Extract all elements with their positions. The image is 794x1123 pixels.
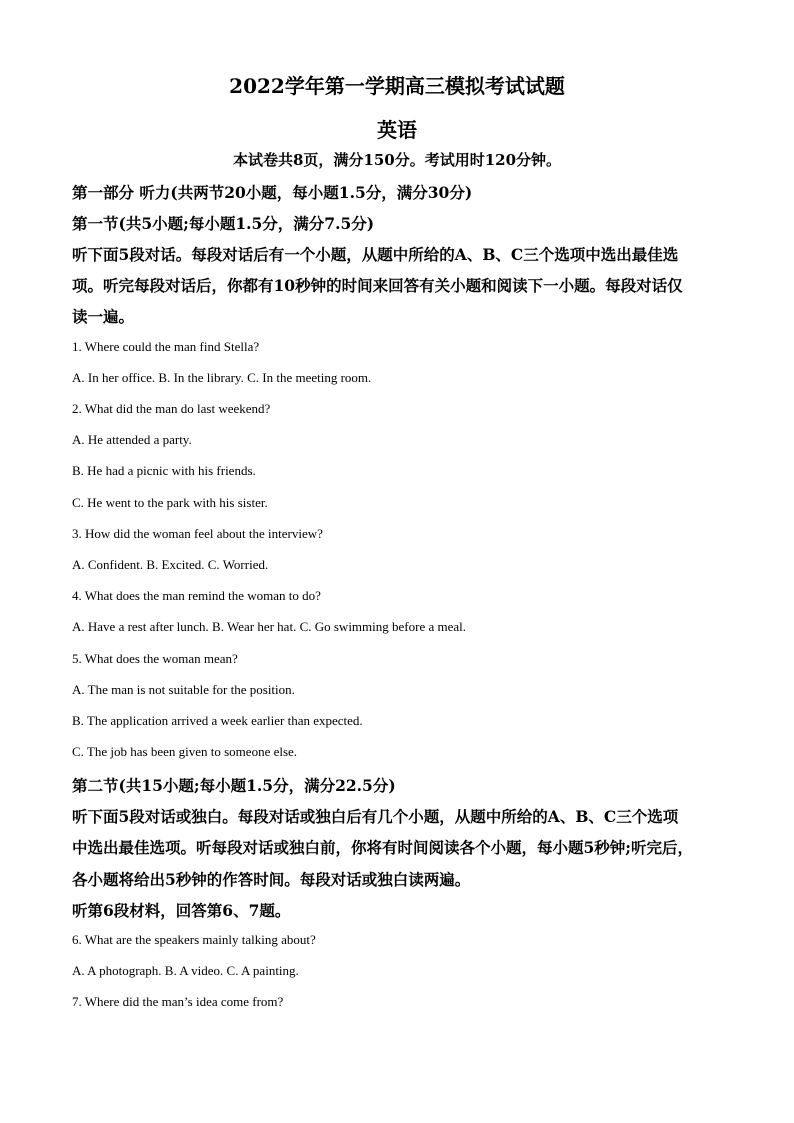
question-7: 7. Where did the man’s idea come from?	[72, 994, 284, 1009]
question-5-option-c: C. The job has been given to someone else.	[72, 744, 298, 759]
section2-instruction-line: 各小题将给出5秒钟的作答时间。每段对话或独白读两遍。	[72, 870, 471, 889]
exam-title: 2022学年第一学期高三模拟考试试题	[229, 74, 565, 98]
section1-heading: 第一节(共5小题;每小题1.5分，满分7.5分)	[72, 214, 375, 233]
section2-instruction-line: 中选出最佳选项。听每段对话或独白前，你将有时间阅读各个小题，每小题5秒钟;听完后，	[72, 838, 694, 857]
question-5-option-b: B. The application arrived a week earlier than expected.	[72, 713, 363, 728]
question-1-options: A. In her office. B. In the library. C. In the meeting room.	[72, 370, 372, 385]
question-2-option-b: B. He had a picnic with his friends.	[72, 463, 256, 478]
question-1: 1. Where could the man find Stella?	[72, 339, 260, 354]
question-2-option-a: A. He attended a party.	[72, 432, 192, 447]
material-6-heading: 听第6段材料，回答第6、7题。	[72, 901, 291, 920]
section1-instruction-line: 听下面5段对话。每段对话后有一个小题，从题中所给的A、B、C三个选项中选出最佳选	[72, 245, 679, 264]
question-5: 5. What does the woman mean?	[72, 651, 238, 666]
question-2-option-c: C. He went to the park with his sister.	[72, 495, 268, 510]
question-3: 3. How did the woman feel about the interview?	[72, 526, 323, 541]
exam-note: 本试卷共8页，满分150分。考试用时120分钟。	[232, 151, 562, 169]
question-6-options: A. A photograph. B. A video. C. A painting.	[72, 963, 299, 978]
subject-title: 英语	[377, 118, 417, 142]
question-4-options: A. Have a rest after lunch. B. Wear her hat. C. Go swimming before a meal.	[72, 619, 466, 634]
question-6: 6. What are the speakers mainly talking about?	[72, 932, 316, 947]
question-2: 2. What did the man do last weekend?	[72, 401, 271, 416]
section2-instruction-line: 听下面5段对话或独白。每段对话或独白后有几个小题，从题中所给的A、B、C三个选项	[72, 807, 679, 826]
section1-instruction-line: 项。听完每段对话后，你都有10秒钟的时间来回答有关小题和阅读下一小题。每段对话仅	[72, 276, 683, 295]
question-5-option-a: A. The man is not suitable for the position.	[72, 682, 295, 697]
part1-heading: 第一部分 听力(共两节20小题，每小题1.5分，满分30分)	[72, 183, 473, 202]
question-3-options: A. Confident. B. Excited. C. Worried.	[72, 557, 269, 572]
section1-instruction-line: 读一遍。	[72, 307, 135, 326]
section2-heading: 第二节(共15小题;每小题1.5分，满分22.5分)	[72, 776, 396, 795]
question-4: 4. What does the man remind the woman to do?	[72, 588, 321, 603]
